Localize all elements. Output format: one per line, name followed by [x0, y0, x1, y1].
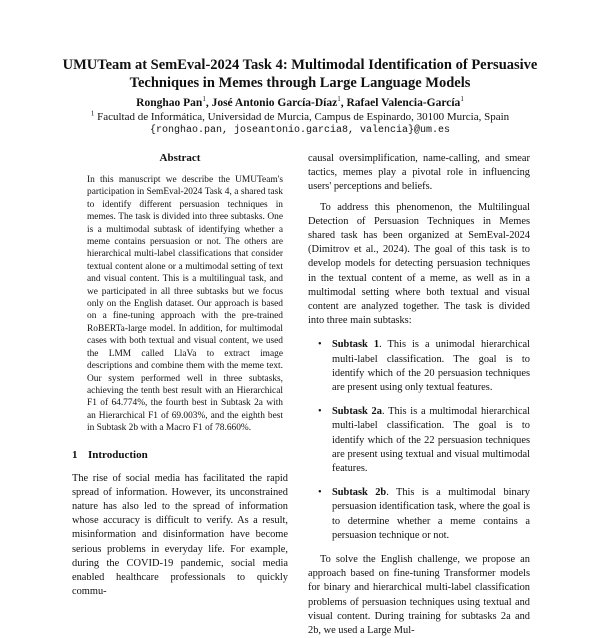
continued-paragraph: causal oversimplification, name-calling, and smear tactics, memes play a pivotal role in influencing users' perceptions and beliefs.	[308, 153, 530, 193]
author-list: Ronghao Pan$^1$, José Antonio García-Díaz$^1$, Rafael Valencia-García$^1$	[136, 95, 464, 109]
abstract-heading: Abstract	[159, 152, 201, 164]
intro-paragraph: The rise of social media has facilitated the rapid spread of information. However, its unconstrained nature has also led to the spread of information whose accuracy is difficult to verify. As a result, misinformation and disinformation have become serious problems in everyday life. For example, during the COVID-19 pandemic, social media enabled healthcare professionals to quickly commu-	[72, 472, 288, 598]
author-name: Rafael Valencia-García	[346, 97, 461, 109]
section-heading-introduction	[72, 449, 288, 462]
subtask-label: Subtask 2b	[332, 487, 387, 499]
bullet-icon: •	[318, 406, 322, 418]
bullet-icon: •	[318, 339, 322, 351]
subtask-label: Subtask 1	[332, 339, 380, 351]
list-item	[308, 486, 530, 543]
list-item	[308, 338, 530, 395]
subtask-label: Subtask 2a	[332, 406, 382, 418]
subtask-text: . This is a unimodal hierarchical multi-label classification. The goal is to identify which of the 20 persuasion techniques are present using only textual features.	[332, 339, 530, 394]
author-emails: {ronghao.pan, joseantonio.garcia8, valencia}@um.es	[149, 125, 451, 136]
author-affiliation-mark: 1	[460, 95, 464, 104]
author-affiliation-mark: 1	[337, 95, 341, 104]
right-column	[308, 152, 530, 638]
subtask-text: . This is a multimodal hierarchical multi-label classification. The goal is to identify which of the 22 persuasion techniques are present using textual and visual multimodal features.	[332, 406, 530, 475]
subtask-list	[308, 338, 530, 543]
task-description-paragraph: To address this phenomenon, the Multilingual Detection of Persuasion Techniques in Memes shared task has been organized at SemEval-2024 (Dimitrov et al., 2024). The goal of this task is to develop models for detecting persuasion techniques in the textual content of a meme, as well as in a multimodal setting where both textual and visual content are analyzed together. The task is divided into three main subtasks:	[308, 201, 530, 327]
paper-title: UMUTeam at SemEval-2024 Task 4: Multimodal Identification of Persuasive Techniques in Memes through Large Language Models	[62, 57, 538, 91]
affiliation-text: Facultad de Informática, Universidad de Murcia, Campus de Espinardo, 30100 Murcia, Spain	[97, 111, 510, 123]
section-title: Introduction	[88, 448, 148, 461]
author-name: Ronghao Pan	[136, 97, 203, 109]
author-affiliation-mark: 1	[202, 95, 206, 104]
list-item	[308, 405, 530, 476]
author-name: José Antonio García-Díaz	[211, 97, 338, 109]
bullet-icon: •	[318, 487, 322, 499]
left-column	[72, 152, 288, 599]
affiliation-number: 1	[90, 109, 95, 118]
subtask-text: . This is a multimodal binary persuasion identification task, where the goal is to determine whether a meme contains a persuasion technique or not.	[332, 487, 531, 541]
affiliation	[60, 111, 540, 124]
abstract-text: In this manuscript we describe the UMUTeam's participation in SemEval-2024 Task 4, a shared task to identify different persuasion techniques in memes. The task is divided into three subtasks. One is a multimodal subtask of identifying whether a meme contains persuasion or not. The others are hierarchical multi-label classifications that consider textual content alone or a multimodal setting of text and visual content. This is a multilingual task, and we participated in all three subtasks but we focus only on the English dataset. Our approach is based on a fine-tuning approach with the pre-trained RoBERTa-large model. In addition, for multimodal cases with both textual and visual content, we used the LMM called LlaVa to extract image descriptions and combine them with the meme text. Our system performed well in three subtasks, achieving the tenth best result with an Hierarchical F1 of 64.774%, the fourth best in Subtask 2a with an Hierarchical F1 of 69.003%, and the eighth best in Subtask 2b with a Macro F1 of 78.660%.	[87, 175, 283, 434]
approach-paragraph: To solve the English challenge, we propose an approach based on fine-tuning Transformer models for binary and hierarchical multi-label classification problems of persuasion techniques using textual and visual content. During training for subtasks 2a and 2b, we used a Large Mul-	[308, 554, 530, 637]
section-number: 1	[72, 448, 78, 461]
